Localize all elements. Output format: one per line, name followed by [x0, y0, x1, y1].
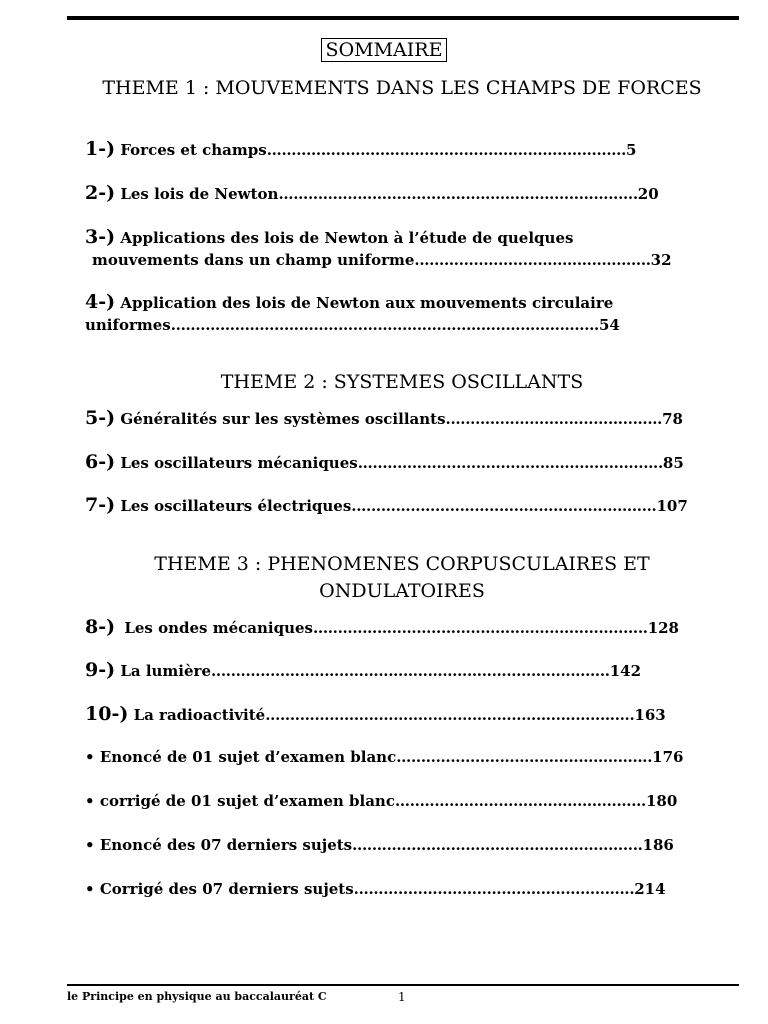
entry-text: Les oscillateurs mécaniques — [120, 454, 358, 472]
dot-leader: .................................................................... — [312, 619, 648, 637]
entry-text-continued: uniformes — [85, 316, 171, 334]
toc-entry-3[interactable] — [85, 226, 737, 271]
dot-leader: ......................................................... — [353, 880, 635, 898]
theme-1-title: THEME 1 : MOUVEMENTS DANS LES CHAMPS DE FORCES — [102, 77, 702, 99]
entry-text: Application des lois de Newton aux mouvements circulaire — [120, 294, 614, 312]
dot-leader: ................................................... — [394, 792, 646, 810]
toc-entry-8[interactable] — [85, 616, 737, 639]
entry-number: 2-) — [85, 182, 116, 204]
entry-text: Forces et champs — [120, 141, 267, 159]
toc-entry-10[interactable] — [85, 703, 737, 726]
dot-leader: ........................................................... — [352, 836, 643, 854]
dot-leader: ............................................ — [445, 410, 663, 428]
entry-number: 10-) — [85, 703, 129, 725]
toc-entry-1[interactable] — [85, 138, 737, 161]
bottom-rule — [67, 984, 739, 986]
dot-leader: ....................................................................................... — [170, 316, 599, 334]
entry-number: 1-) — [85, 138, 116, 160]
entry-page: 54 — [598, 316, 620, 334]
dot-leader: ......................................................................... — [278, 185, 638, 203]
theme-2-title: THEME 2 : SYSTEMES OSCILLANTS — [220, 371, 584, 393]
bullet-icon: • — [85, 792, 95, 810]
entry-page: 107 — [656, 497, 688, 515]
entry-text: Les lois de Newton — [120, 185, 279, 203]
dot-leader: .............................................................. — [357, 454, 663, 472]
entry-page: 128 — [647, 619, 679, 637]
entry-number: 5-) — [85, 407, 116, 429]
sommaire-heading — [0, 38, 768, 62]
entry-number: 8-) — [85, 616, 116, 638]
entry-text: Applications des lois de Newton à l’étude de quelques — [120, 229, 574, 247]
toc-entry-past-statements[interactable] — [85, 834, 737, 856]
entry-text: La lumière — [120, 662, 211, 680]
entry-number: 9-) — [85, 659, 116, 681]
bullet-icon: • — [85, 836, 95, 854]
entry-page: 180 — [645, 792, 678, 810]
top-rule — [67, 16, 739, 20]
entry-page: 20 — [637, 185, 659, 203]
entry-text: corrigé de 01 sujet d’examen blanc — [99, 792, 395, 810]
entry-page: 186 — [642, 836, 674, 854]
toc-entry-7[interactable] — [85, 494, 737, 517]
entry-number: 3-) — [85, 226, 116, 248]
dot-leader: .................................................... — [396, 748, 653, 766]
toc-entry-exam-statement[interactable] — [85, 746, 737, 768]
dot-leader: ................................................................................. — [211, 662, 610, 680]
bullet-icon: • — [85, 880, 95, 898]
entry-number: 4-) — [85, 291, 116, 313]
toc-entry-exam-correction[interactable] — [85, 790, 737, 812]
theme-3-title: THEME 3 : PHENOMENES CORPUSCULAIRES ET ONDULATOIRES — [154, 553, 650, 602]
entry-text: Enoncé des 07 derniers sujets — [99, 836, 353, 854]
entry-text: Corrigé des 07 derniers sujets — [99, 880, 354, 898]
dot-leader: ........................................................................... — [265, 706, 635, 724]
toc-entry-9[interactable] — [85, 659, 737, 682]
entry-number: 6-) — [85, 451, 116, 473]
toc-entry-4[interactable] — [85, 291, 737, 336]
footer-title: le Principe en physique au baccalauréat C — [67, 990, 327, 1003]
entry-page: 5 — [626, 141, 637, 159]
entry-page: 214 — [634, 880, 666, 898]
toc-entry-past-corrections[interactable] — [85, 878, 737, 900]
entry-page: 176 — [652, 748, 684, 766]
sommaire-title: SOMMAIRE — [321, 38, 448, 62]
entry-text-continued: mouvements dans un champ uniforme — [92, 251, 415, 269]
entry-text: Les ondes mécaniques — [124, 619, 313, 637]
dot-leader: ................................................ — [414, 251, 651, 269]
entry-page: 142 — [609, 662, 642, 680]
entry-page: 78 — [662, 410, 683, 428]
entry-text: Généralités sur les systèmes oscillants — [120, 410, 446, 428]
entry-page: 85 — [662, 454, 684, 472]
dot-leader: ......................................................................... — [266, 141, 627, 159]
toc-entry-2[interactable] — [85, 182, 737, 205]
page-number: 1 — [398, 990, 406, 1004]
entry-page: 32 — [650, 251, 672, 269]
entry-text: Enoncé de 01 sujet d’examen blanc — [99, 748, 397, 766]
entry-text: Les oscillateurs électriques — [120, 497, 352, 515]
toc-entry-6[interactable] — [85, 451, 737, 474]
toc-entry-5[interactable] — [85, 407, 737, 430]
bullet-icon: • — [85, 748, 95, 766]
dot-leader: .............................................................. — [351, 497, 657, 515]
entry-number: 7-) — [85, 494, 116, 516]
entry-page: 163 — [634, 706, 666, 724]
entry-text: La radioactivité — [133, 706, 266, 724]
